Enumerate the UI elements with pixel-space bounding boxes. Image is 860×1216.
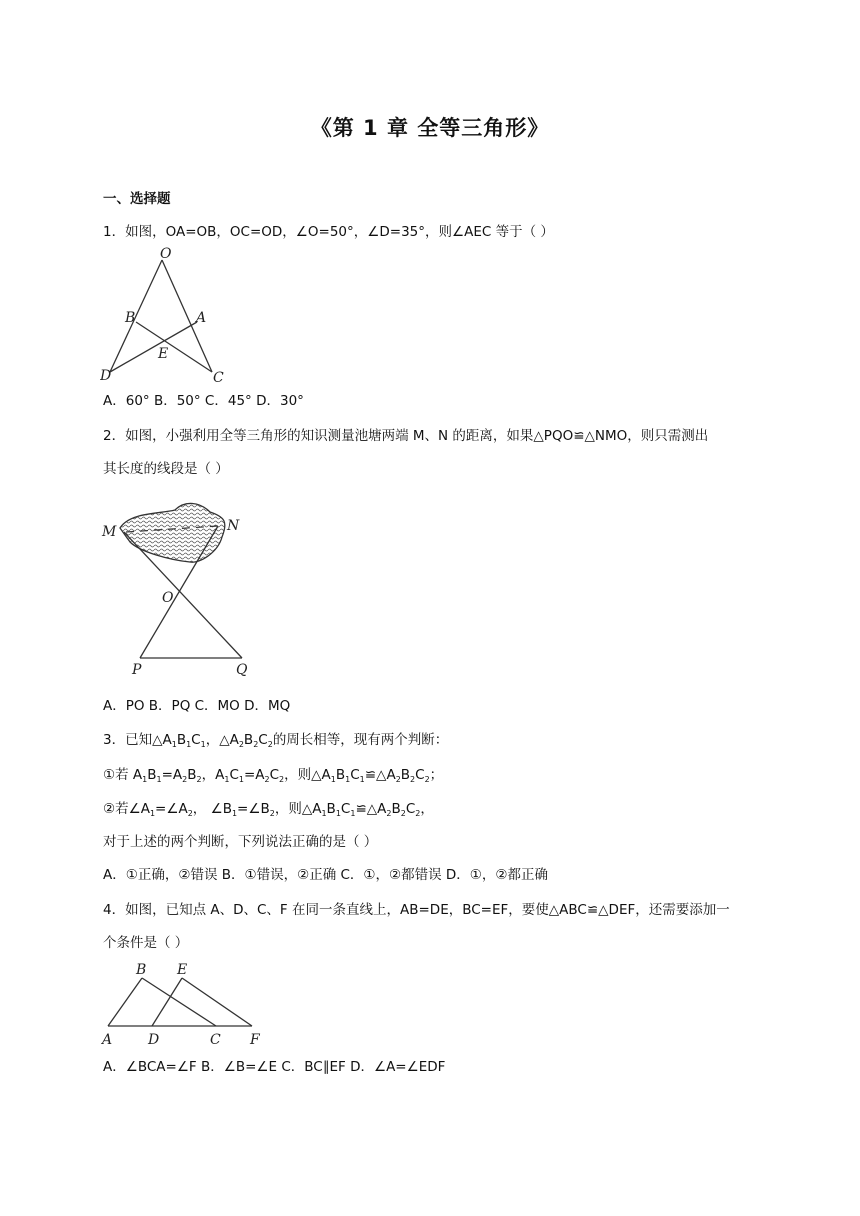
q3-judgment-2: ②若$\angle A_1=\angle A_2$， $\angle B_1=\angle B_2$，则$\triangle A_1B_1C_1≌\triangle A_2B_2C_2$， [103,801,434,818]
q4-figure [100,960,270,1048]
q4-stem-line1: 4．如图，已知点 A、D、C、F 在同一条直线上，AB=DE，BC=EF，要使△ABC≌△DEF，还需要添加一 [103,902,730,918]
q2-label-m: M [102,524,117,540]
q1-label-e: E [158,346,169,362]
q4-stem-line2: 个条件是（ ） [103,935,189,951]
q1-label-b: B [125,310,136,326]
q4-line-de [152,978,182,1026]
q1-options: A．60° B．50° C．45° D．30° [103,393,304,409]
q4-label-b: B [136,962,147,978]
q2-options: A．PO B．PQ C．MO D．MQ [103,698,291,714]
q4-label-a: A [102,1032,113,1048]
q4-line-ab [108,978,142,1026]
q4-options: A．∠BCA=∠F B．∠B=∠E C．BC∥EF D．∠A=∠EDF [103,1059,446,1075]
q4-line-bc [142,978,216,1026]
q2-stem-line1: 2．如图，小强利用全等三角形的知识测量池塘两端 M、N 的距离，如果△PQO≌△NMO，则只需测出 [103,428,709,444]
q2-figure [100,492,250,682]
q1-label-d: D [100,368,112,384]
q3-stem: 3．已知$\triangle A_1B_1C_1$，$\triangle A_2B_2C_2$的周长相等，现有两个判断： [103,732,449,749]
q1-line-da [110,322,197,372]
q1-stem: 1．如图，OA=OB，OC=OD，∠O=50°，∠D=35°，则∠AEC 等于（ ） [103,224,554,240]
q3-options: A．①正确，②错误 B．①错误，②正确 C．①，②都错误 D．①，②都正确 [103,867,549,883]
q3-judgment-1: ①若 $A_1B_1=A_2B_2$，$A_1C_1=A_2C_2$，则$\triangle A_1B_1C_1≌\triangle A_2B_2C_2$； [103,767,444,784]
q2-label-o: O [162,590,174,606]
q2-label-p: P [132,662,142,678]
q3-ask: 对于上述的两个判断，下列说法正确的是（ ） [103,834,378,850]
q1-figure [100,244,230,388]
q4-label-f: F [250,1032,260,1048]
q1-line-od [110,260,162,372]
q2-pond [120,503,225,562]
q1-label-o: O [160,246,172,262]
q4-label-d: D [148,1032,160,1048]
q4-line-ef [182,978,252,1026]
q1-label-a: A [196,310,207,326]
q1-label-c: C [213,370,224,386]
q2-stem-line2: 其长度的线段是（ ） [103,461,229,477]
q2-label-q: Q [236,662,248,678]
page-title: 《第 1 章 全等三角形》 [310,116,550,140]
section-heading: 一、选择题 [103,191,171,207]
q2-label-n: N [227,518,240,534]
q4-label-e: E [177,962,188,978]
q4-label-c: C [210,1032,221,1048]
